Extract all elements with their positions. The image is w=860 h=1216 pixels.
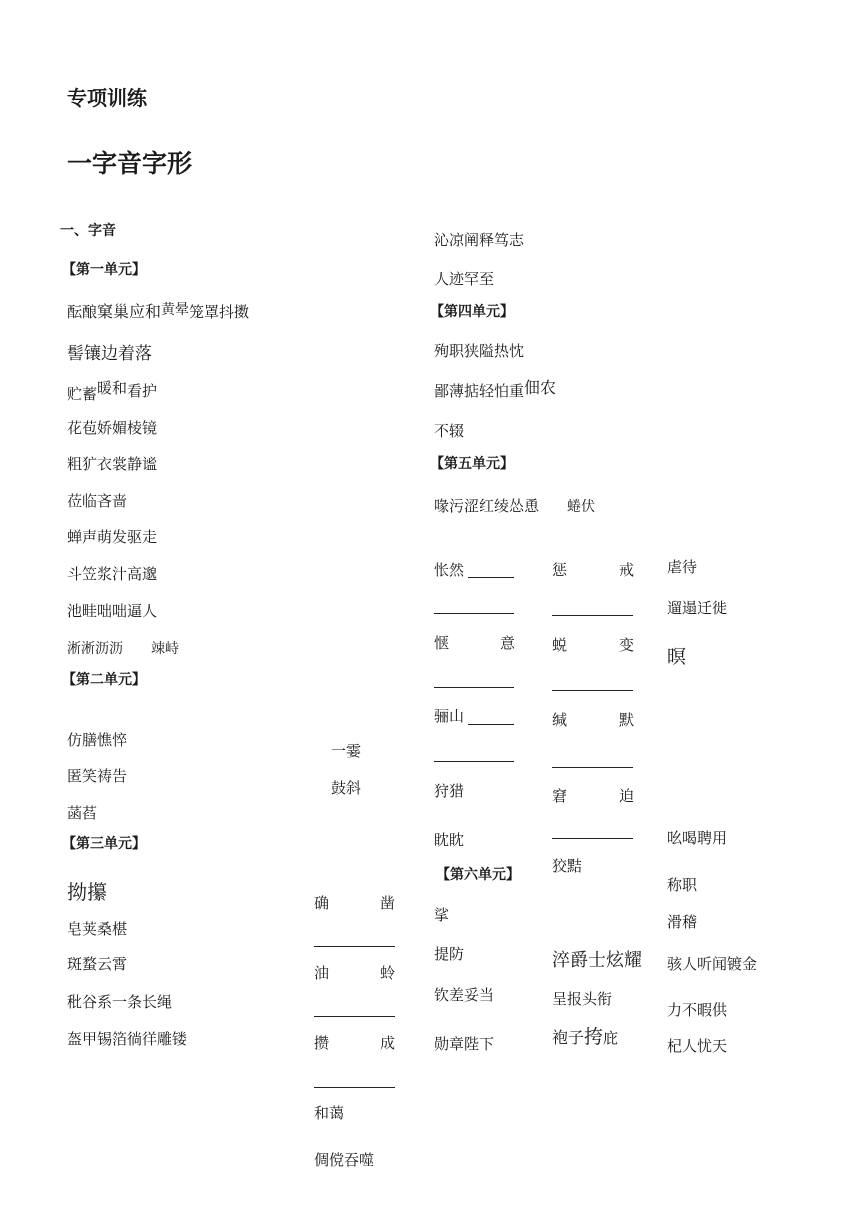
word-line <box>434 378 557 400</box>
word-line: 虐待 <box>667 558 698 576</box>
word: 喙污涩红绫怂恿 <box>434 497 540 515</box>
word-char: 暝 <box>667 646 687 668</box>
word-char: 油 <box>314 964 330 982</box>
word: 淬爵士炫耀 <box>552 950 642 971</box>
word-line: 吆喝聘用 <box>667 829 728 847</box>
word-line: 匿笑祷告 <box>67 767 128 785</box>
word: 窠巢应和 <box>97 302 162 321</box>
answer-blank <box>434 687 514 688</box>
word-line: 不辍 <box>434 422 465 440</box>
word-line: 狡黠 <box>552 857 583 875</box>
word-line: 和蔼 <box>314 1104 345 1122</box>
unit-5-label: 【第五单元】 <box>430 456 514 472</box>
unit-4-label: 【第四单元】 <box>430 304 514 320</box>
word: 挎 <box>584 1026 604 1048</box>
word-line: 提防 <box>434 945 465 963</box>
word: 蜷伏 <box>567 499 596 515</box>
word-line: 呈报头衔 <box>552 990 613 1008</box>
word-line: 花苞娇媚棱镜 <box>67 419 158 437</box>
answer-blank <box>434 613 514 614</box>
word-char: 惩 <box>552 561 568 579</box>
word: 袍子 <box>552 1028 585 1047</box>
word: 庇 <box>603 1029 619 1047</box>
word-line <box>67 379 158 403</box>
answer-blank <box>552 615 633 616</box>
word-line: 勋章陛下 <box>434 1035 495 1053</box>
word-line <box>552 1028 618 1047</box>
word-line: 盔甲锡箔徜徉雕镂 <box>67 1030 188 1048</box>
answer-blank <box>552 767 633 768</box>
word-line: 狩猎 <box>434 782 465 800</box>
unit-6-label: 【第六单元】 <box>436 867 520 883</box>
word-char: 蜕 <box>552 636 568 654</box>
word-line: 遛遢迁徙 <box>667 599 728 617</box>
word-line: 倜傥吞噬 <box>314 1151 375 1169</box>
word-line: 粗犷衣裳静谧 <box>67 455 158 473</box>
word: 贮蓄 <box>67 385 98 403</box>
word-char: 成 <box>380 1034 396 1052</box>
word: 黄晕 <box>161 302 190 318</box>
word-line: 髻镶边着落 <box>67 344 152 364</box>
word-char: 戒 <box>619 561 635 579</box>
word-char: 蛉 <box>380 964 396 982</box>
word-line: 仿膳憔悴 <box>67 731 128 749</box>
word: 笼罩抖擞 <box>189 303 250 321</box>
word-char: 意 <box>500 634 516 652</box>
word-line <box>434 499 595 514</box>
word-line: 拗攥 <box>67 880 107 904</box>
answer-blank <box>468 577 514 578</box>
word-char: 迫 <box>619 787 635 805</box>
word-line: 一霎 <box>331 742 362 760</box>
word-line: 杞人忧天 <box>667 1037 728 1055</box>
unit-3-label: 【第三单元】 <box>62 836 146 852</box>
word-line: 菡萏 <box>67 804 98 822</box>
word-line: 斑蝥云霄 <box>67 955 128 973</box>
word-line <box>552 952 642 970</box>
word-char: 缄 <box>552 711 568 729</box>
word-line: 骇人听闻镀金 <box>667 955 758 973</box>
word-line: 蝉声萌发驱走 <box>67 528 158 546</box>
word: 淅淅沥沥 <box>67 641 123 657</box>
answer-blank <box>314 1016 395 1017</box>
word-line: 皂荚桑椹 <box>67 920 128 938</box>
page-subtitle: 一字音字形 <box>67 149 193 178</box>
word-line: 斗笠浆汁高邈 <box>67 565 158 583</box>
word-line: 沁凉阐释笃志 <box>434 231 525 249</box>
word: 看护 <box>127 382 158 400</box>
word: 掂轻怕重 <box>464 382 525 400</box>
word-line: 殉职狭隘热忱 <box>434 342 525 360</box>
word-char: 默 <box>619 711 635 729</box>
answer-blank <box>552 838 633 839</box>
answer-blank <box>314 946 395 947</box>
unit-1-label: 【第一单元】 <box>62 262 146 278</box>
word-line <box>67 304 249 320</box>
word-line: 称职 <box>667 876 698 894</box>
word-line: 钦差妥当 <box>434 986 495 1004</box>
unit-2-label: 【第二单元】 <box>62 672 146 688</box>
word: 酝酿 <box>67 303 98 321</box>
word-fill: 骊山 <box>434 707 465 725</box>
word-line: 池畦咄咄逼人 <box>67 602 158 620</box>
answer-blank <box>314 1087 395 1088</box>
word-char: 惬 <box>434 634 450 652</box>
word-line: 力不暇供 <box>667 1001 728 1019</box>
word-char: 攒 <box>314 1034 330 1052</box>
word-char: 确 <box>314 894 330 912</box>
word-line: 眈眈 <box>434 831 465 849</box>
word-fill: 怅然 <box>434 561 465 579</box>
word-line: 鼓斜 <box>331 779 362 797</box>
word-line: 人迹罕至 <box>434 270 495 288</box>
word-line: 莅临吝啬 <box>67 492 128 510</box>
answer-blank <box>552 690 633 691</box>
section-heading: 一、字音 <box>60 223 116 239</box>
word: 竦峙 <box>151 641 179 657</box>
word-char: 窘 <box>552 787 568 805</box>
word: 暖和 <box>97 379 128 397</box>
word-char: 变 <box>619 636 635 654</box>
word-line: 滑稽 <box>667 913 698 931</box>
word-line: 秕谷系一条长绳 <box>67 993 173 1011</box>
answer-blank <box>434 761 514 762</box>
word-char: 挲 <box>434 906 450 924</box>
word: 鄙薄 <box>434 382 465 400</box>
page-title: 专项训练 <box>67 86 147 110</box>
answer-blank <box>468 724 514 725</box>
word-char: 凿 <box>380 894 396 912</box>
word-line <box>67 642 179 656</box>
word: 佃农 <box>524 378 557 397</box>
